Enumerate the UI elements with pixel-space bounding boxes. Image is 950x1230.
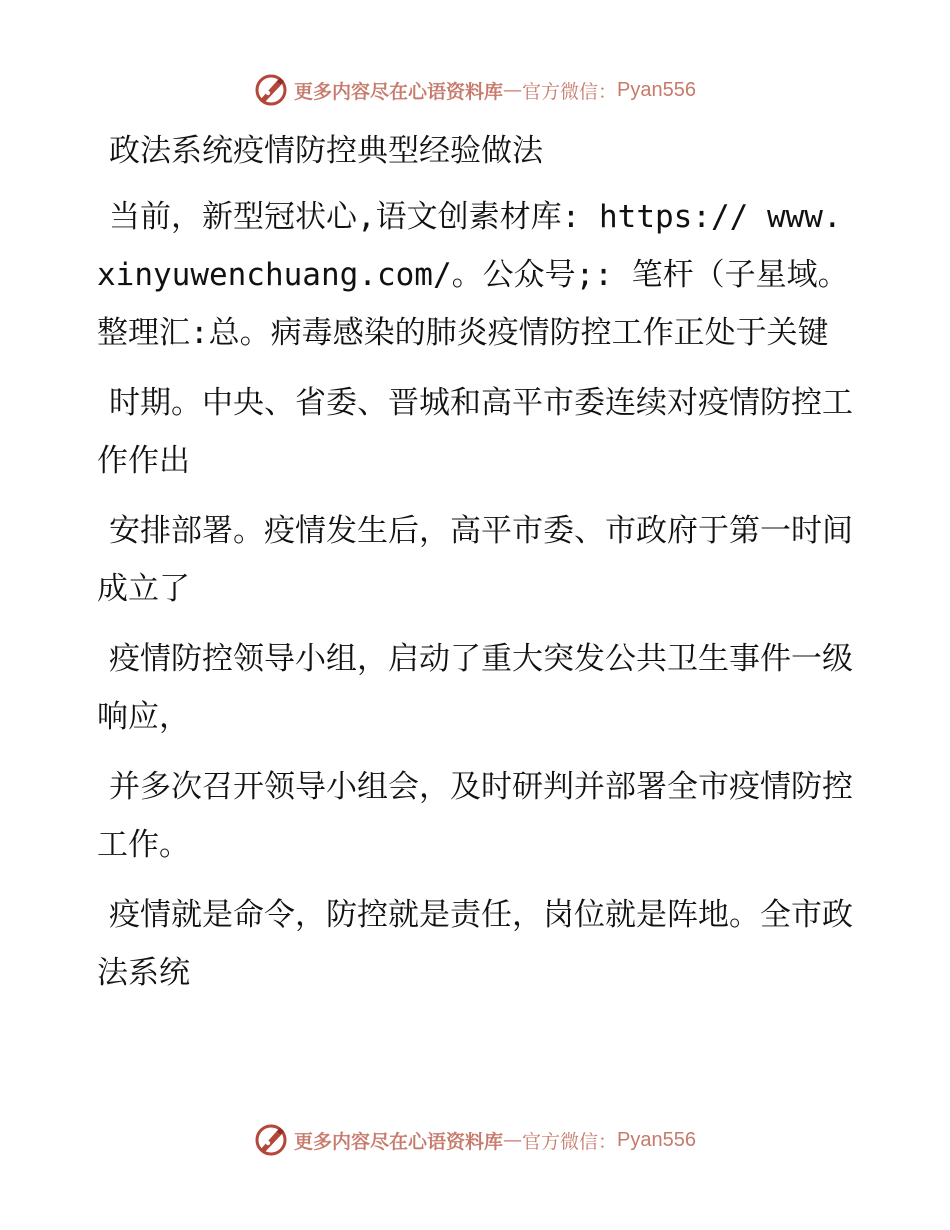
banner-wechat-label: 官方微信： <box>522 1130 618 1153</box>
document-title: 政法系统疫情防控典型经验做法 <box>109 133 543 169</box>
paragraph: 时期。中央、省委、晋城和高平市委连续对疫情防控工作作出 <box>97 385 853 479</box>
banner-main-text: 更多内容尽在心语资料库 <box>294 80 504 103</box>
paragraph: 疫情就是命令，防控就是责任，岗位就是阵地。全市政法系统 <box>97 897 853 991</box>
footer-banner <box>0 1120 950 1160</box>
pen-logo-icon <box>254 1123 288 1157</box>
paragraph: 当前，新型冠状心,语文创素材库: https:// www.xinyuwenchuang.com/。公众号;: 笔杆（子星域。整理汇:总。病毒感染的肺炎疫情防控工作正处于关键 <box>97 199 849 351</box>
banner-main-text: 更多内容尽在心语资料库 <box>294 1130 504 1153</box>
pen-logo-icon <box>254 73 288 107</box>
banner-wechat-label: 官方微信： <box>522 80 618 103</box>
banner-wechat-id: Pyan556 <box>617 1128 696 1151</box>
banner-separator: — <box>503 1129 523 1151</box>
document-body <box>97 122 857 1014</box>
banner-separator: — <box>503 79 523 101</box>
banner-wechat-id: Pyan556 <box>617 78 696 101</box>
header-banner <box>0 70 950 110</box>
paragraph: 安排部署。疫情发生后，高平市委、市政府于第一时间成立了 <box>97 513 853 607</box>
paragraph: 并多次召开领导小组会，及时研判并部署全市疫情防控工作。 <box>97 769 853 863</box>
paragraph: 疫情防控领导小组，启动了重大突发公共卫生事件一级响应， <box>97 641 853 735</box>
